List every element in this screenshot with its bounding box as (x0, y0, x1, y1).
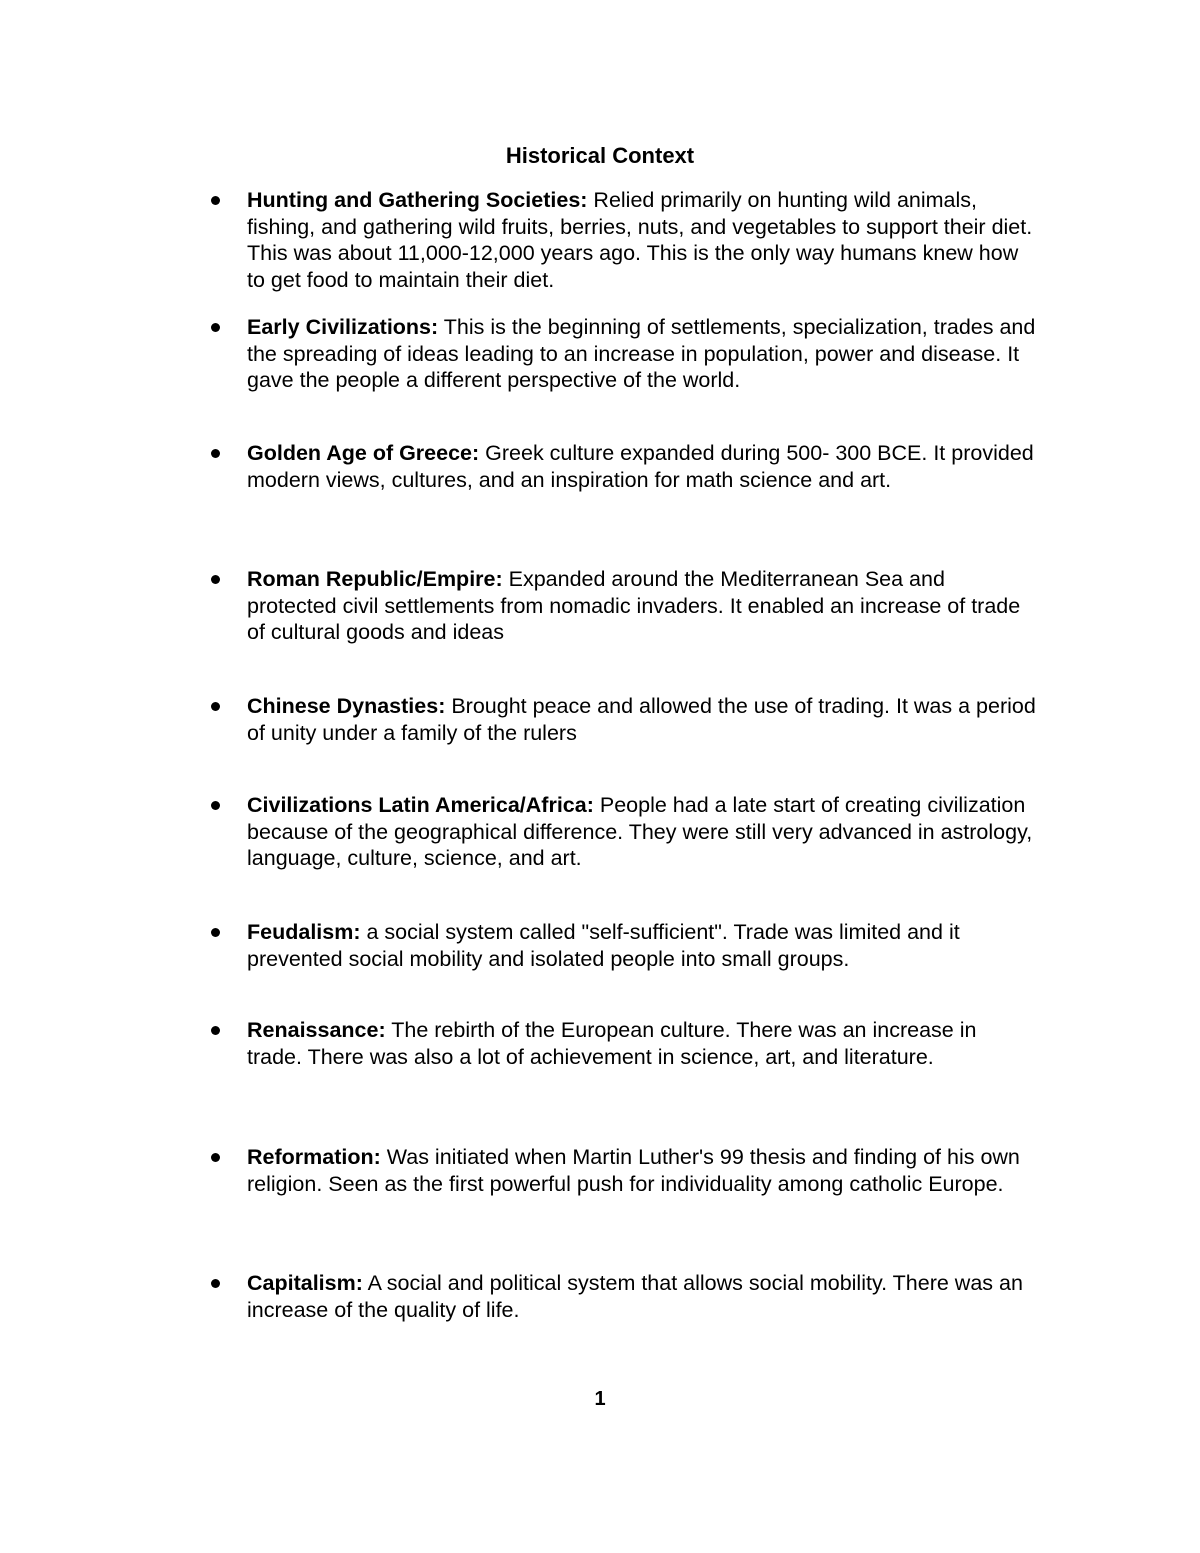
bullet-icon (211, 1026, 220, 1035)
item-term: Early Civilizations: (247, 315, 439, 339)
item-text: The rebirth of the European culture. There was an increase in trade. There was also a lot of achievement in science, art, and literature. (247, 1018, 977, 1069)
item-text: Brought peace and allowed the use of trading. It was a period of unity under a family of the rulers (247, 694, 1036, 745)
item-text: A social and political system that allows social mobility. There was an increase of the quality of life. (247, 1271, 1023, 1322)
bullet-icon (211, 323, 220, 332)
list-item-early-civilizations (247, 314, 1037, 394)
item-term: Civilizations Latin America/Africa: (247, 793, 594, 817)
bullet-icon (211, 196, 220, 205)
bullet-icon (211, 575, 220, 584)
item-term: Roman Republic/Empire: (247, 567, 503, 591)
page-number: 1 (594, 1388, 606, 1410)
bullet-icon (211, 702, 220, 711)
bullet-icon (211, 801, 220, 810)
item-term: Hunting and Gathering Societies: (247, 188, 588, 212)
list-item-roman-republic (247, 566, 1037, 646)
item-text: a social system called "self-sufficient". Trade was limited and it prevented social mobility and isolated people into small groups. (247, 920, 960, 971)
list-item-capitalism (247, 1270, 1037, 1323)
item-term: Golden Age of Greece: (247, 441, 480, 465)
item-term: Renaissance: (247, 1018, 386, 1042)
list-item-golden-age-greece (247, 440, 1037, 493)
list-item-feudalism (247, 919, 1037, 972)
list-item-renaissance (247, 1017, 1037, 1070)
item-text: Relied primarily on hunting wild animals, fishing, and gathering wild fruits, berries, nuts, and vegetables to support their diet. This was about 11,000-12,000 years ago. This is the only way humans knew how to get food to maintain their diet. (247, 188, 1033, 292)
list-item-latin-america-africa (247, 792, 1037, 872)
bullet-icon (211, 449, 220, 458)
list-item-reformation (247, 1144, 1037, 1197)
list-item-hunting-gathering (247, 187, 1037, 293)
item-term: Capitalism: (247, 1271, 363, 1295)
bullet-icon (211, 1279, 220, 1288)
item-term: Chinese Dynasties: (247, 694, 446, 718)
item-text: Was initiated when Martin Luther's 99 thesis and finding of his own religion. Seen as the first powerful push for individuality among catholic Europe. (247, 1145, 1020, 1196)
item-text: People had a late start of creating civilization because of the geographical difference. They were still very advanced in astrology, language, culture, science, and art. (247, 793, 1033, 870)
item-text: Greek culture expanded during 500- 300 BCE. It provided modern views, cultures, and an inspiration for math science and art. (247, 441, 1034, 492)
bullet-icon (211, 1153, 220, 1162)
item-term: Feudalism: (247, 920, 361, 944)
item-text: Expanded around the Mediterranean Sea and protected civil settlements from nomadic invaders. It enabled an increase of trade of cultural goods and ideas (247, 567, 1021, 644)
item-text: This is the beginning of settlements, specialization, trades and the spreading of ideas leading to an increase in population, power and disease. It gave the people a different perspective of the world. (247, 315, 1036, 392)
page-title: Historical Context (505, 143, 695, 168)
item-term: Reformation: (247, 1145, 381, 1169)
bullet-icon (211, 928, 220, 937)
list-item-chinese-dynasties (247, 693, 1037, 746)
